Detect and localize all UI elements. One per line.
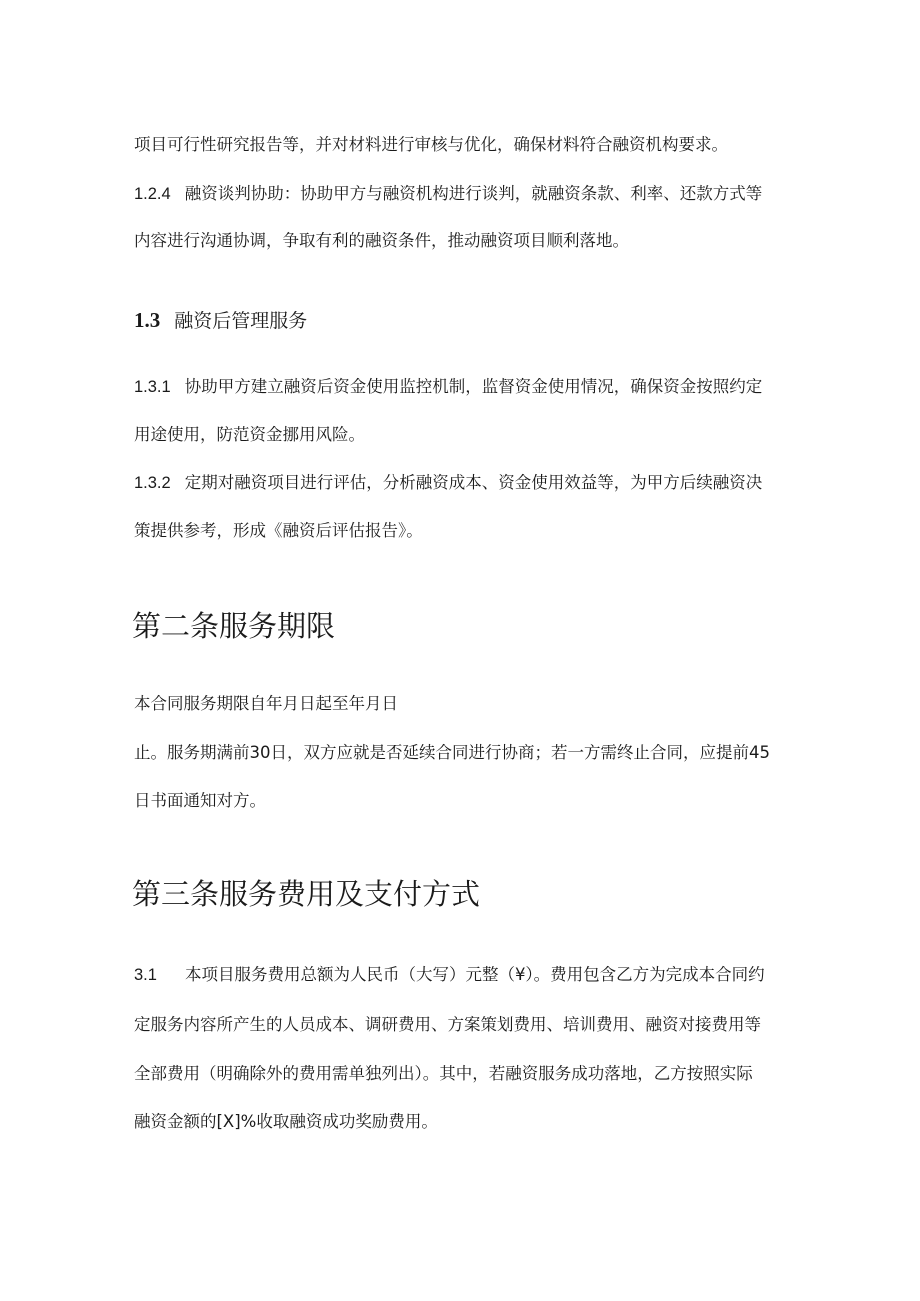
- clause-1-3-2-line-2: 策提供参考，形成《融资后评估报告》。: [134, 521, 423, 540]
- article-3-title: 第三条服务费用及支付方式: [132, 877, 481, 911]
- clause-1-3-2-line-1: [134, 471, 810, 495]
- article-2-line-2: 止。服务期满前30日，双方应就是否延续合同进行协商；若一方需终止合同，应提前45: [134, 743, 770, 762]
- clause-number: 1.2.4: [134, 185, 171, 203]
- clause-3-1-line-1: [134, 963, 810, 987]
- article-2-title: 第二条服务期限: [132, 609, 336, 643]
- section-heading-1-3: [134, 306, 307, 335]
- section-number: 1.3: [134, 308, 161, 332]
- clause-text: 协助甲方建立融资后资金使用监控机制，监督资金使用情况，确保资金按照约定: [184, 377, 763, 396]
- clause-3-1-line-4: 融资金额的[X]%收取融资成功奖励费用。: [134, 1112, 438, 1131]
- clause-1-3-1-line-1: [134, 375, 810, 399]
- clause-1-3-1-line-2: 用途使用，防范资金挪用风险。: [134, 425, 365, 444]
- clause-number: 1.3.2: [134, 474, 171, 492]
- section-title: 融资后管理服务: [174, 310, 308, 332]
- clause-text: 本项目服务费用总额为人民币（大写）元整（¥）。费用包含乙方为完成本合同约: [184, 965, 765, 984]
- clause-number: 3.1: [134, 966, 157, 984]
- article-2-line-3: 日书面通知对方。: [134, 791, 266, 810]
- article-2-line-1: 本合同服务期限自年月日起至年月日: [134, 694, 398, 713]
- paragraph-continuation: 项目可行性研究报告等，并对材料进行审核与优化，确保材料符合融资机构要求。: [134, 135, 728, 154]
- clause-text: 融资谈判协助：协助甲方与融资机构进行谈判，就融资条款、利率、还款方式等: [184, 184, 763, 203]
- clause-number: 1.3.1: [134, 378, 171, 396]
- clause-3-1-line-2: 定服务内容所产生的人员成本、调研费用、方案策划费用、培训费用、融资对接费用等: [134, 1015, 761, 1034]
- clause-text: 定期对融资项目进行评估，分析融资成本、资金使用效益等，为甲方后续融资决: [184, 473, 763, 492]
- clause-3-1-line-3: 全部费用（明确除外的费用需单独列出）。其中，若融资服务成功落地，乙方按照实际: [134, 1064, 753, 1083]
- clause-1-2-4-line-1: [134, 182, 810, 206]
- clause-1-2-4-line-2: 内容进行沟通协调，争取有利的融资条件，推动融资项目顺利落地。: [134, 231, 629, 250]
